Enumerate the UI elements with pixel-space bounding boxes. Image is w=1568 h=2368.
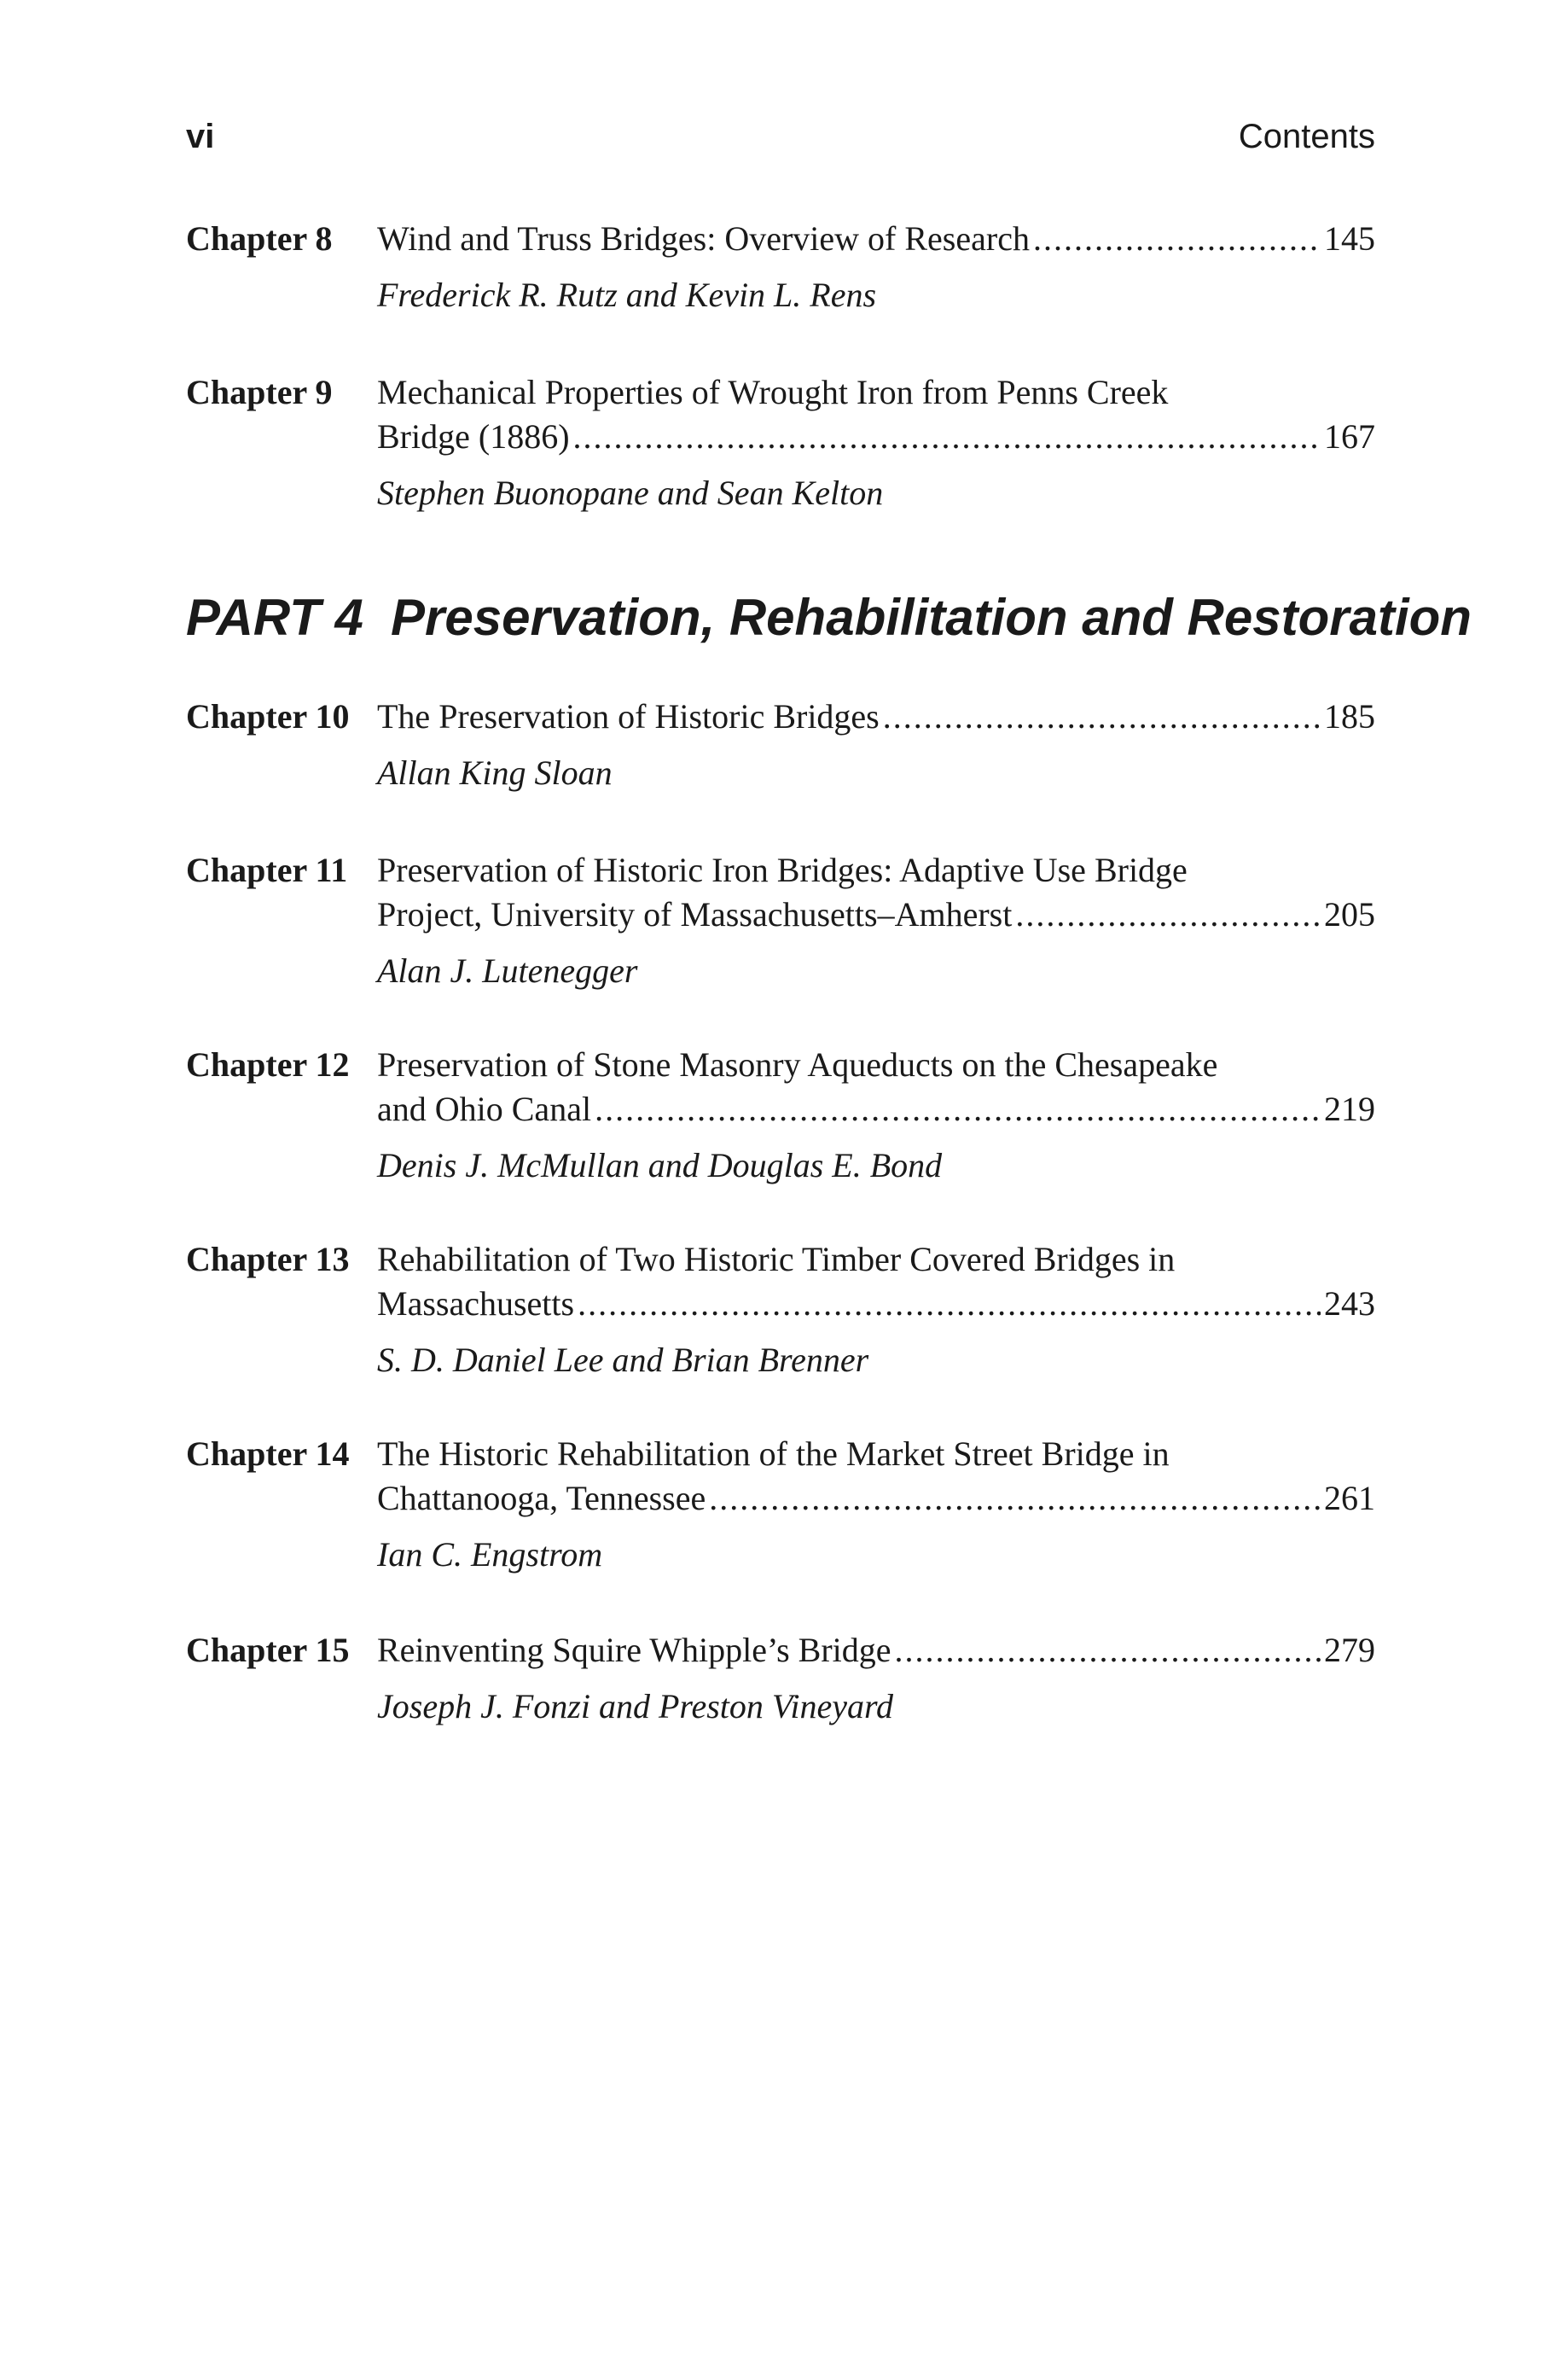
- dot-leader: [883, 695, 1321, 739]
- chapter-title-line: [377, 1476, 1375, 1521]
- chapter-title-line: [377, 1043, 1375, 1087]
- page-number: 261: [1324, 1479, 1375, 1517]
- dot-leader: [895, 1628, 1321, 1673]
- part-title: Preservation, Rehabilitation and Restoration: [391, 589, 1472, 646]
- chapter-title-line: [377, 1237, 1375, 1282]
- page-number: 279: [1324, 1631, 1375, 1669]
- dot-leader: [578, 1282, 1321, 1326]
- entry-body: [377, 695, 1375, 795]
- chapter-title: Reinventing Squire Whipple’s Bridge: [377, 1631, 891, 1669]
- chapter-label: Chapter 15: [186, 1631, 350, 1669]
- dot-leader: [1033, 217, 1321, 261]
- chapter-label: Chapter 10: [186, 697, 350, 736]
- chapter-title-continued: and Ohio Canal: [377, 1090, 592, 1128]
- chapter-label: Chapter 13: [186, 1240, 350, 1278]
- page-number: 243: [1324, 1284, 1375, 1323]
- chapter-authors: Stephen Buonopane and Sean Kelton: [377, 474, 884, 512]
- page-number: 219: [1324, 1090, 1375, 1128]
- chapter-title: Preservation of Historic Iron Bridges: Adaptive Use Bridge: [377, 851, 1188, 889]
- chapter-title-continued: Bridge (1886): [377, 417, 570, 456]
- chapter-title: Mechanical Properties of Wrought Iron from Penns Creek: [377, 373, 1169, 411]
- entry-body: [377, 1432, 1375, 1577]
- chapter-label: Chapter 8: [186, 219, 333, 258]
- chapter-authors: Alan J. Lutenegger: [377, 951, 638, 990]
- chapter-title-line: [377, 1628, 1375, 1673]
- chapter-label: Chapter 11: [186, 851, 348, 889]
- chapter-title: Rehabilitation of Two Historic Timber Covered Bridges in: [377, 1240, 1176, 1278]
- chapter-title-line: [377, 1282, 1375, 1326]
- dot-leader: [709, 1476, 1321, 1521]
- chapter-title: Wind and Truss Bridges: Overview of Research: [377, 219, 1030, 258]
- entry-body: [377, 370, 1375, 515]
- page-number: 205: [1324, 895, 1375, 934]
- entry-body: [377, 1237, 1375, 1382]
- chapter-title-line: [377, 370, 1375, 415]
- chapter-title: The Historic Rehabilitation of the Market Street Bridge in: [377, 1434, 1170, 1473]
- chapter-title-line: [377, 893, 1375, 937]
- chapter-label: Chapter 14: [186, 1434, 350, 1473]
- entry-body: [377, 1043, 1375, 1188]
- chapter-title-line: [377, 415, 1375, 459]
- chapter-title-line: [377, 1087, 1375, 1132]
- chapter-authors: Joseph J. Fonzi and Preston Vineyard: [377, 1687, 894, 1725]
- chapter-authors: S. D. Daniel Lee and Brian Brenner: [377, 1341, 869, 1379]
- running-head-title: Contents: [1238, 118, 1375, 155]
- page-folio: vi: [186, 118, 215, 155]
- chapter-label: Chapter 12: [186, 1045, 350, 1084]
- dot-leader: [595, 1087, 1321, 1132]
- chapter-title: The Preservation of Historic Bridges: [377, 697, 880, 736]
- part-label: PART 4: [186, 589, 363, 646]
- chapter-title-continued: Massachusetts: [377, 1284, 575, 1323]
- page-number: 145: [1324, 219, 1375, 258]
- dot-leader: [1015, 893, 1321, 937]
- chapter-title-line: [377, 695, 1375, 739]
- entry-body: [377, 848, 1375, 993]
- chapter-title-line: [377, 848, 1375, 893]
- chapter-label: Chapter 9: [186, 373, 333, 411]
- running-head: [186, 118, 1380, 160]
- dot-leader: [573, 415, 1321, 459]
- entry-body: [377, 217, 1375, 317]
- chapter-authors: Denis J. McMullan and Douglas E. Bond: [377, 1146, 943, 1184]
- chapter-title-line: [377, 217, 1375, 261]
- chapter-title-continued: Chattanooga, Tennessee: [377, 1479, 706, 1517]
- chapter-authors: Frederick R. Rutz and Kevin L. Rens: [377, 276, 877, 314]
- chapter-title: Preservation of Stone Masonry Aqueducts on the Chesapeake: [377, 1045, 1218, 1084]
- page-number: 185: [1324, 697, 1375, 736]
- page-number: 167: [1324, 417, 1375, 456]
- chapter-title-continued: Project, University of Massachusetts–Amherst: [377, 895, 1013, 934]
- chapter-title-line: [377, 1432, 1375, 1476]
- contents-page: [186, 0, 1472, 2368]
- chapter-authors: Allan King Sloan: [377, 753, 613, 792]
- chapter-authors: Ian C. Engstrom: [377, 1535, 603, 1574]
- entry-body: [377, 1628, 1375, 1729]
